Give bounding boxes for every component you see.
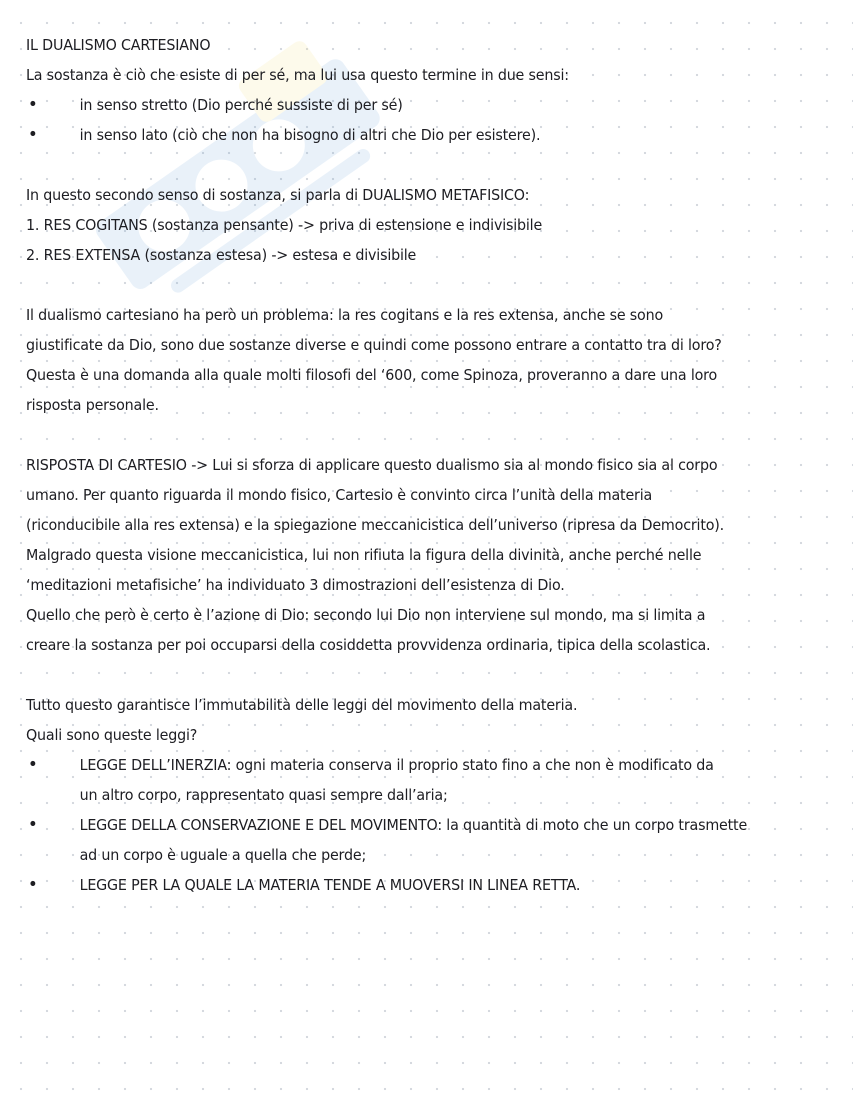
text-line: LEGGE PER LA QUALE LA MATERIA TENDE A MUOVERSI IN LINEA RETTA. <box>79 876 581 894</box>
law-item-inertia <box>26 750 783 810</box>
text-line: (riconducibile alla res extensa) e la spiegazione meccanicistica dell’universo (ripresa da Democrito). <box>26 516 725 534</box>
text-line: Il dualismo cartesiano ha però un problema: la res cogitans e la res extensa, anche se sono <box>26 306 663 324</box>
problem-paragraph <box>26 300 783 420</box>
document-page <box>26 30 783 900</box>
law-item-conservation <box>26 810 783 870</box>
text-line: Malgrado questa visione meccanicistica, lui non rifiuta la figura della divinità, anche perché nelle <box>26 546 702 564</box>
text-line: ‘meditazioni metafisiche’ ha individuato 3 dimostrazioni dell’esistenza di Dio. <box>26 576 565 594</box>
senses-list <box>26 90 783 150</box>
text-line: Quello che però è certo è l’azione di Dio: secondo lui Dio non interviene sul mondo, ma si limita a <box>26 606 706 624</box>
text-line: LEGGE DELLA CONSERVAZIONE E DEL MOVIMENTO: la quantità di moto che un corpo trasmette <box>79 816 748 834</box>
law-item-straight-line <box>26 870 783 900</box>
text-line: LEGGE DELL’INERZIA: ogni materia conserva il proprio stato fino a che non è modificato da <box>79 756 714 774</box>
text-line: risposta personale. <box>26 396 159 414</box>
text-line: RISPOSTA DI CARTESIO -> Lui si sforza di applicare questo dualismo sia al mondo fisico sia al corpo <box>26 456 718 474</box>
laws-list <box>26 750 783 900</box>
text-line: ad un corpo è uguale a quella che perde; <box>79 846 367 864</box>
laws-intro: Tutto questo garantisce l’immutabilità delle leggi del movimento della materia. <box>26 696 578 714</box>
text-line: creare la sostanza per poi occuparsi della cosiddetta provvidenza ordinaria, tipica della scolastica. <box>26 636 711 654</box>
answer-paragraph <box>26 450 783 660</box>
list-item: • in senso lato (ciò che non ha bisogno di altri che Dio per esistere). <box>26 120 783 150</box>
text-line: un altro corpo, rappresentato quasi sempre dall’aria; <box>79 786 448 804</box>
text-line: giustificate da Dio, sono due sostanze diverse e quindi come possono entrare a contatto tra di loro? <box>26 336 722 354</box>
laws-question: Quali sono queste leggi? <box>26 726 198 744</box>
numbered-item: 2. RES EXTENSA (sostanza estesa) -> estesa e divisibile <box>26 246 417 264</box>
intro-text: La sostanza è ciò che esiste di per sé, ma lui usa questo termine in due sensi: <box>26 66 569 84</box>
numbered-item: 1. RES COGITANS (sostanza pensante) -> priva di estensione e indivisibile <box>26 216 543 234</box>
text-line: Questa è una domanda alla quale molti filosofi del ‘600, come Spinoza, proveranno a dare una loro <box>26 366 718 384</box>
list-item: • in senso stretto (Dio perché sussiste di per sé) <box>26 90 783 120</box>
document-title: IL DUALISMO CARTESIANO <box>26 36 211 54</box>
text-line: umano. Per quanto riguarda il mondo fisico, Cartesio è convinto circa l’unità della materia <box>26 486 653 504</box>
dualism-intro: In questo secondo senso di sostanza, si parla di DUALISMO METAFISICO: <box>26 186 530 204</box>
